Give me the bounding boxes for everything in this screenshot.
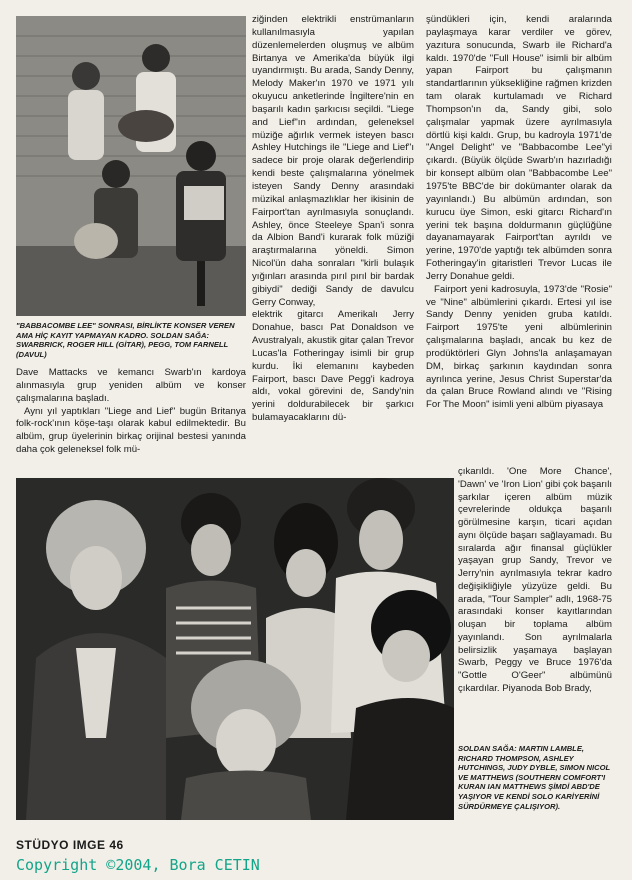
band-photo-bottom (16, 478, 454, 820)
article-column-1 (16, 367, 246, 457)
copyright-notice: Copyright ©2004, Bora CETIN (16, 856, 260, 874)
page-number: 46 (109, 838, 124, 852)
article-paragraph: Dave Mattacks ve kemancı Swarb'ın kardoya alınmasıyla grup yeniden albüm ve konser çalışmalarına başladı. (16, 367, 246, 404)
article-column-2 (252, 14, 414, 425)
article-paragraph: şündükleri için, kendi aralarında paylaşmaya karar verdiler ve görev, yazıtura sonucunda, Swarb ile Richard'a kaldı. 1970'de "Full House" isimli bir albüm yapan Fairport bu çalışmanın standartlarının yüksekliğine rağmen krizden tam olarak kurtulamadı ve Richard Thompson'ın da, Sandy gibi, solo çalışmalar yapmak üzere ayrılmasıyla dörtlü kişi kaldı. Grup, bu kadroyla 1971'de "Angel Delight" ve "Babbacombe Lee"yi çıkardı. (Büyük ölçüde Swarb'ın hazırladığı bir konsept albüm olan "Babbacombe Lee" 1975'te BBC'de bir dokümanter olarak da yayınlandı.) Bu albümün ardından, son kurucu üye Simon, eski gitarcı Richard'ın yerini tek başına doldurmanın güçlüğüne dayanamayarak Fairport'tan ayrıldı ve yerine, 1970'de yaptığı tek albümden sonra Fotheringay'in gitaristleri Trevor Lucas ile Jerry Donahue geldi. (426, 14, 612, 282)
photo-caption-top: "BABBACOMBE LEE" SONRASI, BİRLİKTE KONSER VEREN AMA HİÇ KAYIT YAPMAYAN KADRO. SOLDAN SAĞA: SWARBRICK, ROGER HILL (GİTAR), PEGG, TOM FARNELL (DAVUL) (16, 321, 235, 359)
article-paragraph: ziğinden elektrikli enstrümanların kullanılmasıyla yapılan düzenlemelerden oluşmuş ve albüm Birtanya ve Amerika'da büyük ilgi uyandırmıştı. Bu arada, Sandy Denny, Melody Maker'ın 1970 ve 1971 yılı okuyucu anketlerinde İngiltere'nin en başarılı kadın şarkıcısı seçildi. "Liege and Lief"ın ardından, geleneksel müziğe ağırlık vermek isteyen bascı Ashley Hutchings ile "Liege and Lief"ı sadece bir proje olarak değerlendirip kendi beste çalışmalarına yönelmek isteyen Sandy Denny arasındaki müzikal anlaşmazlıklar her ikisinin de Fairport'tan ayrılmasıyla sonuçlandı. Ashley, önce Steeleye Span'i sonra da Albion Band'i kurarak folk müziği araştırmalarına yöneldi. Simon Nicol'ün daha sonraları "kirli bulaşık yığınları arasında pırıl pırıl bir bardak gibiydi" dediği Sandy de davulcu Gerry Conway, (252, 14, 414, 308)
article-column-3 (426, 14, 612, 412)
band-photo-top (16, 16, 246, 316)
photo-caption-bottom: SOLDAN SAĞA: MARTIN LAMBLE, RICHARD THOMPSON, ASHLEY HUTCHINGS, JUDY DYBLE, SIMON NICOL VE MATTHEWS (SOUTHERN COMFORT'I KURAN IAN MATTHEWS ŞİMDİ ABD'DE YAŞIYOR VE KENDİ SOLO KARİYERİNİ SÜRDÜRMEYE ÇALIŞIYOR). (458, 744, 611, 811)
article-paragraph: Fairport yeni kadrosuyla, 1973'de "Rosie" ve "Nine" albümlerini çıkardı. Ertesi yıl ise Sandy Denny yeniden gruba katıldı. Fairport 1975'te yeni albümlerinin çalışmalarına başladı, ancak bu kez de prodüktörleri Glyn Johns'la anlaşamayan DM, birkaç şarkının kaydından sonra ayrılınca yerine, Jesus Christ Superstar'da da çalan Bruce Rowland alındı ve "Rising For The Moon" isimli yeni albüm piyasaya (426, 283, 612, 411)
magazine-name: STÜDYO IMGE (16, 838, 106, 852)
band-photo-bottom-image (16, 478, 454, 820)
article-paragraph: Aynı yıl yaptıkları "Liege and Lief" bugün Britanya folk-rock'ının köşe-taşı olarak kabul edilmektedir. Bu albüm, grup üyelerinin birkaç orijinal bestesi yanında daha çok geleneksel folk mü- (16, 405, 246, 456)
article-paragraph: elektrik gitarcı Amerikalı Jerry Donahue, bascı Pat Donaldson ve Avustralyalı, akustik gitar çalan Trevor Lucas'la Fotheringay isimli bir grup kurdu. İki elemanını kaybeden Fairport, bascı Dave Pegg'i kadroya aldı, vokal görevini de, Sandy'nin yerini doldurabilecek bir şarkıcı bulamayacaklarını dü- (252, 309, 414, 424)
band-photo-top-image (16, 16, 246, 316)
article-paragraph: çıkarıldı. 'One More Chance', 'Dawn' ve 'Iron Lion' gibi çok başarılı şarkılar içeren albüm müzik çevrelerinde oldukça başarılı görülmesine karşın, ticari açıdan aynı ölçüde başarı sağlayamadı. Bu sıralarda ağır finansal güçlükler yaşayan grup Sandy, Trevor ve Jerry'nin ayrılmasıyla tekrar kadro değişikliğiyle yüzyüze geldi. Bu arada, "Tour Sampler" adlı, 1968-75 arasındaki konser kayıtlarından oluşan bir toplama albüm yayınlandı. Son ayrılmalarla belirsizlik yaşamaya başlayan Swarb, Peggy ve Bruce 1976'da "Gottle O'Geer" albümünü çıkardılar. Piyanoda Bob Brady, (458, 466, 612, 694)
article-column-4 (458, 466, 612, 696)
magazine-footer (16, 838, 124, 852)
